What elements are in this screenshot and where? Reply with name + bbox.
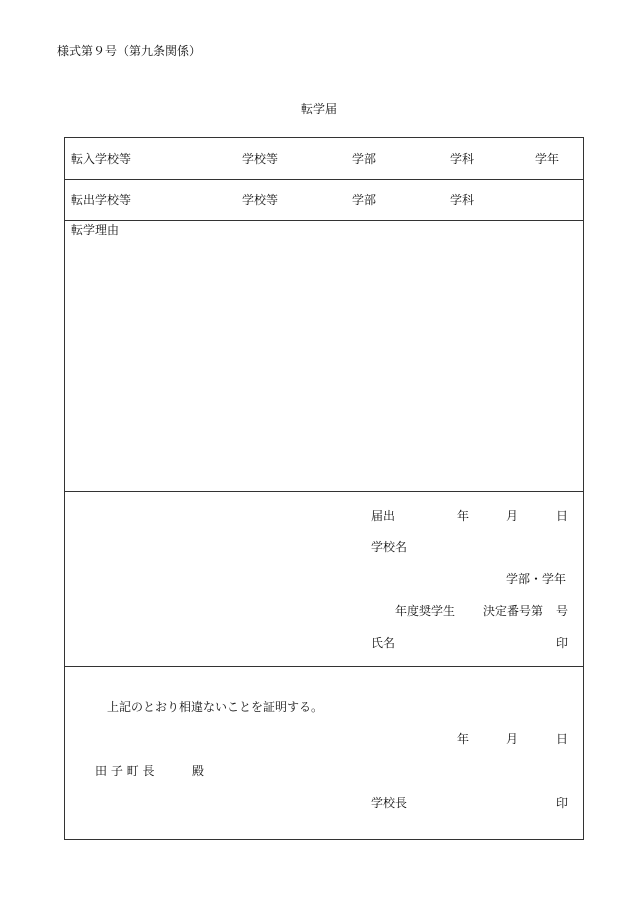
page-title: 転学届 <box>301 102 338 116</box>
reason-label: 転学理由 <box>71 223 120 237</box>
transfer-in-department: 学科 <box>450 152 475 166</box>
row-divider <box>65 179 583 180</box>
submission-date-label: 届出 <box>371 509 396 523</box>
scholarship-label: 年度奨学生 <box>395 604 456 618</box>
transfer-out-department: 学科 <box>450 193 475 207</box>
certification-statement: 上記のとおり相違ないことを証明する。 <box>107 700 324 714</box>
honorific: 殿 <box>192 764 205 778</box>
transfer-out-school: 学校等 <box>242 193 279 207</box>
school-name-label: 学校名 <box>371 540 408 554</box>
principal-label: 学校長 <box>371 796 408 810</box>
transfer-in-school: 学校等 <box>242 152 279 166</box>
submission-day: 日 <box>556 509 569 523</box>
certification-day: 日 <box>556 732 569 746</box>
faculty-grade-label: 学部・学年 <box>506 572 567 586</box>
name-label: 氏名 <box>371 636 396 650</box>
form-number: 様式第９号（第九条関係） <box>57 44 202 58</box>
applicant-seal: 印 <box>556 636 569 650</box>
transfer-in-faculty: 学部 <box>352 152 377 166</box>
row-divider <box>65 666 583 667</box>
transfer-in-label: 転入学校等 <box>71 152 132 166</box>
certification-month: 月 <box>506 732 519 746</box>
transfer-out-label: 転出学校等 <box>71 193 132 207</box>
submission-month: 月 <box>506 509 519 523</box>
submission-year: 年 <box>457 509 470 523</box>
number-suffix: 号 <box>556 604 569 618</box>
row-divider <box>65 491 583 492</box>
transfer-form-table <box>64 137 584 840</box>
row-divider <box>65 220 583 221</box>
certification-year: 年 <box>457 732 470 746</box>
addressee: 田 子 町 長 <box>95 764 155 778</box>
decision-number-label: 決定番号第 <box>483 604 544 618</box>
transfer-in-grade: 学年 <box>535 152 560 166</box>
transfer-out-faculty: 学部 <box>352 193 377 207</box>
principal-seal: 印 <box>556 796 569 810</box>
